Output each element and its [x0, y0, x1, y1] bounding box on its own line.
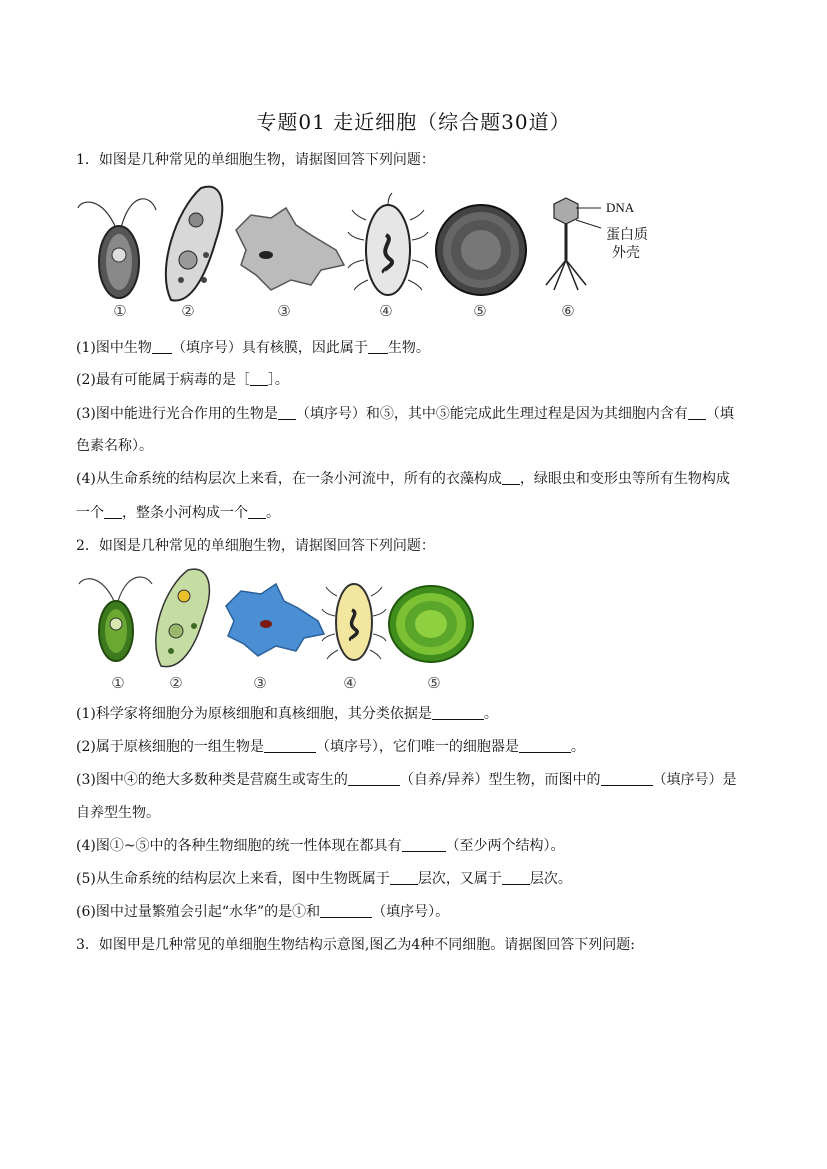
q2-part4: (4)图①~⑤中的各种生物细胞的统一性体现在都具有 （至少两个结构）。 [76, 838, 565, 854]
q2-figure [76, 566, 476, 676]
answer-blank[interactable] [250, 371, 268, 386]
q2-part6: (6)图中过量繁殖会引起“水华”的是①和 （填序号）。 [76, 904, 450, 920]
bacteriophage-icon [546, 198, 601, 290]
q1-part2: (2)最有可能属于病毒的是［ ］。 [76, 372, 289, 388]
q1-label-6: ⑥ [561, 302, 575, 320]
q1-label-3: ③ [277, 302, 291, 320]
q2-part3: (3)图中④的绝大多数种类是营腐生或寄生的 （自养/异养）型生物，而图中的 （填序号）是 [76, 772, 737, 788]
answer-blank[interactable] [348, 771, 400, 786]
dna-label: DNA [606, 200, 635, 215]
answer-blank[interactable] [104, 504, 122, 519]
algae-disc-icon [389, 586, 473, 662]
q1-part4-cont: 一个 ，整条小河构成一个 。 [76, 505, 280, 521]
answer-blank[interactable] [278, 405, 296, 420]
shell-label: 外壳 [612, 245, 640, 261]
amoeba-icon [236, 208, 344, 290]
algae-disc-icon [436, 205, 526, 295]
q1-part4: (4)从生命系统的结构层次上来看，在一条小河流中，所有的衣藻构成 ，绿眼虫和变形虫等所有生物构成 [76, 471, 730, 487]
answer-blank[interactable] [264, 738, 316, 753]
answer-blank[interactable] [320, 903, 372, 918]
answer-blank[interactable] [402, 837, 446, 852]
paramecium-icon [166, 187, 222, 301]
q2-part3-cont: 自养型生物。 [76, 805, 160, 821]
answer-blank[interactable] [688, 405, 706, 420]
q1-stem: 1．如图是几种常见的单细胞生物，请据图回答下列问题： [76, 152, 435, 168]
chlamydomonas-icon [78, 199, 156, 298]
q2-label-2: ② [169, 674, 183, 692]
answer-blank[interactable] [502, 470, 520, 485]
q3-stem: 3．如图甲是几种常见的单细胞生物结构示意图,图乙为4种不同细胞。请据图回答下列问题: [76, 937, 635, 953]
q1-label-2: ② [181, 302, 195, 320]
chlamydomonas-icon [79, 577, 152, 661]
q1-part3-cont: 色素名称）。 [76, 438, 153, 454]
protein-label: 蛋白质 [606, 227, 648, 243]
answer-blank[interactable] [390, 870, 418, 885]
q2-part2: (2)属于原核细胞的一组生物是 （填序号），它们唯一的细胞器是 。 [76, 739, 585, 755]
page-title: 专题01 走近细胞（综合题30道） [256, 110, 571, 134]
q2-label-5: ⑤ [427, 674, 441, 692]
answer-blank[interactable] [152, 339, 172, 354]
bacterium-icon [348, 193, 428, 295]
q2-label-4: ④ [343, 674, 357, 692]
q1-label-4: ④ [379, 302, 393, 320]
answer-blank[interactable] [519, 738, 571, 753]
q1-label-1: ① [113, 302, 127, 320]
answer-blank[interactable] [368, 339, 388, 354]
answer-blank[interactable] [432, 705, 484, 720]
q1-part1: (1)图中生物 （填序号）具有核膜，因此属于 生物。 [76, 340, 430, 356]
bacterium-icon [322, 584, 386, 660]
q2-part1: (1)科学家将细胞分为原核细胞和真核细胞，其分类依据是 。 [76, 706, 498, 722]
q2-part5: (5)从生命系统的结构层次上来看，图中生物既属于 层次，又属于 层次。 [76, 871, 572, 887]
answer-blank[interactable] [248, 504, 266, 519]
q2-label-3: ③ [253, 674, 267, 692]
paramecium-icon [156, 569, 210, 666]
amoeba-icon [226, 584, 324, 656]
q1-part3: (3)图中能进行光合作用的生物是 （填序号）和⑤，其中⑤能完成此生理过程是因为其细胞内含有 （填 [76, 406, 734, 422]
answer-blank[interactable] [601, 771, 653, 786]
q1-label-5: ⑤ [473, 302, 487, 320]
answer-blank[interactable] [502, 870, 530, 885]
q2-stem: 2．如图是几种常见的单细胞生物，请据图回答下列问题： [76, 538, 435, 554]
q2-label-1: ① [111, 674, 125, 692]
